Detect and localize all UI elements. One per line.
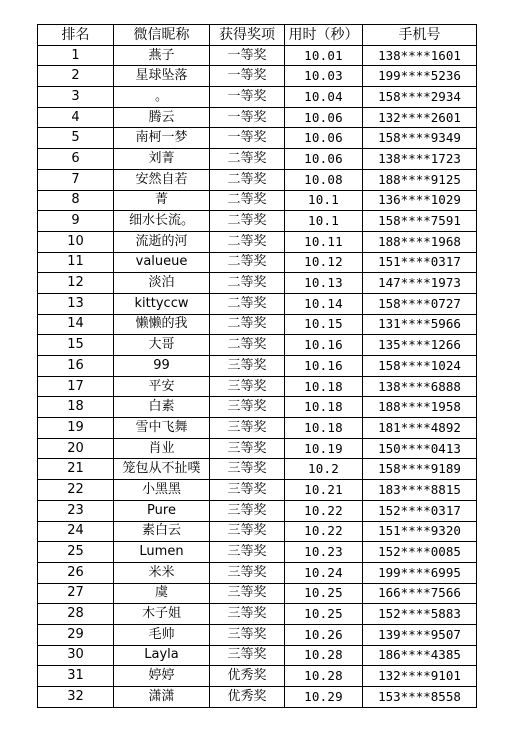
time-cell: 10.06 (285, 107, 363, 128)
time-cell: 10.06 (285, 149, 363, 170)
time-cell: 10.25 (285, 583, 363, 604)
award-cell: 优秀奖 (210, 666, 285, 687)
phone-cell: 199****5236 (363, 66, 477, 87)
rank-cell: 10 (38, 231, 114, 252)
award-cell: 三等奖 (210, 562, 285, 583)
phone-cell: 132****9101 (363, 666, 477, 687)
phone-cell: 135****1266 (363, 335, 477, 356)
rank-cell: 12 (38, 273, 114, 294)
phone-cell: 153****8558 (363, 687, 477, 708)
time-cell: 10.03 (285, 66, 363, 87)
table-row (38, 356, 477, 377)
table-row (38, 273, 477, 294)
nickname-cell: 肖业 (114, 438, 210, 459)
rank-cell: 9 (38, 211, 114, 232)
nickname-cell: valueue (114, 252, 210, 273)
rank-cell: 13 (38, 293, 114, 314)
table-row (38, 211, 477, 232)
rank-cell: 19 (38, 418, 114, 439)
table-row (38, 459, 477, 480)
phone-cell: 158****0727 (363, 293, 477, 314)
phone-cell: 152****0085 (363, 542, 477, 563)
time-cell: 10.21 (285, 480, 363, 501)
award-cell: 二等奖 (210, 149, 285, 170)
table-row (38, 542, 477, 563)
phone-cell: 147****1973 (363, 273, 477, 294)
rank-cell: 5 (38, 128, 114, 149)
award-cell: 二等奖 (210, 335, 285, 356)
award-cell: 三等奖 (210, 480, 285, 501)
phone-cell: 136****1029 (363, 190, 477, 211)
table-row (38, 66, 477, 87)
header-row (38, 25, 477, 46)
time-cell: 10.18 (285, 418, 363, 439)
award-cell: 二等奖 (210, 190, 285, 211)
phone-cell: 158****7591 (363, 211, 477, 232)
rank-cell: 8 (38, 190, 114, 211)
award-cell: 一等奖 (210, 107, 285, 128)
header-rank: 排名 (38, 25, 114, 46)
nickname-cell: 星球坠落 (114, 66, 210, 87)
award-cell: 二等奖 (210, 231, 285, 252)
nickname-cell: 大哥 (114, 335, 210, 356)
nickname-cell: 。 (114, 87, 210, 108)
rank-cell: 1 (38, 45, 114, 66)
rank-cell: 26 (38, 562, 114, 583)
rank-cell: 14 (38, 314, 114, 335)
award-cell: 二等奖 (210, 314, 285, 335)
time-cell: 10.26 (285, 624, 363, 645)
time-cell: 10.19 (285, 438, 363, 459)
rank-cell: 23 (38, 500, 114, 521)
table-row (38, 521, 477, 542)
nickname-cell: 流逝的河 (114, 231, 210, 252)
phone-cell: 181****4892 (363, 418, 477, 439)
award-cell: 一等奖 (210, 87, 285, 108)
nickname-cell: 细水长流。 (114, 211, 210, 232)
award-cell: 一等奖 (210, 45, 285, 66)
rank-cell: 4 (38, 107, 114, 128)
phone-cell: 151****9320 (363, 521, 477, 542)
table-row (38, 562, 477, 583)
phone-cell: 152****5883 (363, 604, 477, 625)
table-row (38, 604, 477, 625)
rank-cell: 18 (38, 397, 114, 418)
time-cell: 10.16 (285, 335, 363, 356)
rank-cell: 32 (38, 687, 114, 708)
award-cell: 优秀奖 (210, 687, 285, 708)
time-cell: 10.01 (285, 45, 363, 66)
time-cell: 10.06 (285, 128, 363, 149)
award-cell: 三等奖 (210, 376, 285, 397)
table-row (38, 190, 477, 211)
rank-cell: 17 (38, 376, 114, 397)
award-cell: 二等奖 (210, 293, 285, 314)
nickname-cell: 雪中飞舞 (114, 418, 210, 439)
table-row (38, 438, 477, 459)
rank-cell: 31 (38, 666, 114, 687)
rank-cell: 3 (38, 87, 114, 108)
time-cell: 10.12 (285, 252, 363, 273)
nickname-cell: Layla (114, 645, 210, 666)
table-row (38, 624, 477, 645)
award-cell: 三等奖 (210, 438, 285, 459)
nickname-cell: 毛帅 (114, 624, 210, 645)
rank-cell: 30 (38, 645, 114, 666)
phone-cell: 188****1958 (363, 397, 477, 418)
award-cell: 一等奖 (210, 128, 285, 149)
nickname-cell: 南柯一梦 (114, 128, 210, 149)
phone-cell: 158****9189 (363, 459, 477, 480)
phone-cell: 138****6888 (363, 376, 477, 397)
header-phone: 手机号 (363, 25, 477, 46)
award-cell: 三等奖 (210, 418, 285, 439)
table-row (38, 666, 477, 687)
award-cell: 三等奖 (210, 500, 285, 521)
award-cell: 一等奖 (210, 66, 285, 87)
time-cell: 10.25 (285, 604, 363, 625)
nickname-cell: 菁 (114, 190, 210, 211)
table-row (38, 335, 477, 356)
time-cell: 10.22 (285, 521, 363, 542)
nickname-cell: 婷婷 (114, 666, 210, 687)
rank-cell: 15 (38, 335, 114, 356)
nickname-cell: 笼包从不扯噗 (114, 459, 210, 480)
rank-cell: 24 (38, 521, 114, 542)
award-cell: 二等奖 (210, 211, 285, 232)
phone-cell: 199****6995 (363, 562, 477, 583)
phone-cell: 183****8815 (363, 480, 477, 501)
time-cell: 10.28 (285, 645, 363, 666)
rank-cell: 27 (38, 583, 114, 604)
rank-cell: 2 (38, 66, 114, 87)
nickname-cell: 平安 (114, 376, 210, 397)
rank-cell: 28 (38, 604, 114, 625)
phone-cell: 150****0413 (363, 438, 477, 459)
table-row (38, 169, 477, 190)
nickname-cell: 安然自若 (114, 169, 210, 190)
nickname-cell: 99 (114, 356, 210, 377)
header-award: 获得奖项 (210, 25, 285, 46)
nickname-cell: 懒懒的我 (114, 314, 210, 335)
nickname-cell: 小黑黑 (114, 480, 210, 501)
award-cell: 三等奖 (210, 397, 285, 418)
time-cell: 10.23 (285, 542, 363, 563)
rank-cell: 22 (38, 480, 114, 501)
nickname-cell: 米米 (114, 562, 210, 583)
time-cell: 10.29 (285, 687, 363, 708)
table-row (38, 107, 477, 128)
rank-cell: 25 (38, 542, 114, 563)
nickname-cell: 白素 (114, 397, 210, 418)
phone-cell: 158****1024 (363, 356, 477, 377)
phone-cell: 188****9125 (363, 169, 477, 190)
table-row (38, 87, 477, 108)
header-nickname: 微信昵称 (114, 25, 210, 46)
table-row (38, 293, 477, 314)
phone-cell: 152****0317 (363, 500, 477, 521)
phone-cell: 138****1601 (363, 45, 477, 66)
time-cell: 10.22 (285, 500, 363, 521)
time-cell: 10.04 (285, 87, 363, 108)
table-row (38, 645, 477, 666)
table-row (38, 500, 477, 521)
table-row (38, 418, 477, 439)
table-row (38, 583, 477, 604)
rank-cell: 6 (38, 149, 114, 170)
rank-cell: 20 (38, 438, 114, 459)
award-cell: 三等奖 (210, 583, 285, 604)
phone-cell: 186****4385 (363, 645, 477, 666)
time-cell: 10.16 (285, 356, 363, 377)
nickname-cell: Pure (114, 500, 210, 521)
rank-cell: 16 (38, 356, 114, 377)
nickname-cell: 木子姐 (114, 604, 210, 625)
rank-cell: 29 (38, 624, 114, 645)
award-cell: 三等奖 (210, 604, 285, 625)
nickname-cell: 燕子 (114, 45, 210, 66)
phone-cell: 138****1723 (363, 149, 477, 170)
table-row (38, 480, 477, 501)
table-row (38, 314, 477, 335)
time-cell: 10.1 (285, 211, 363, 232)
table-row (38, 149, 477, 170)
time-cell: 10.08 (285, 169, 363, 190)
phone-cell: 132****2601 (363, 107, 477, 128)
table-body (38, 45, 477, 707)
phone-cell: 131****5966 (363, 314, 477, 335)
phone-cell: 166****7566 (363, 583, 477, 604)
table-row (38, 687, 477, 708)
table-row (38, 231, 477, 252)
time-cell: 10.11 (285, 231, 363, 252)
award-cell: 二等奖 (210, 273, 285, 294)
award-cell: 三等奖 (210, 624, 285, 645)
table-row (38, 397, 477, 418)
nickname-cell: 素白云 (114, 521, 210, 542)
nickname-cell: 刘菁 (114, 149, 210, 170)
time-cell: 10.13 (285, 273, 363, 294)
award-cell: 三等奖 (210, 459, 285, 480)
phone-cell: 139****9507 (363, 624, 477, 645)
nickname-cell: 虞 (114, 583, 210, 604)
nickname-cell: kittyccw (114, 293, 210, 314)
nickname-cell: Lumen (114, 542, 210, 563)
table-row (38, 45, 477, 66)
table-row (38, 128, 477, 149)
time-cell: 10.14 (285, 293, 363, 314)
award-cell: 三等奖 (210, 356, 285, 377)
header-time: 用时（秒） (285, 25, 363, 46)
time-cell: 10.18 (285, 397, 363, 418)
award-cell: 三等奖 (210, 645, 285, 666)
award-cell: 二等奖 (210, 169, 285, 190)
ranking-table (37, 24, 477, 708)
phone-cell: 188****1968 (363, 231, 477, 252)
nickname-cell: 潇潇 (114, 687, 210, 708)
award-cell: 二等奖 (210, 252, 285, 273)
rank-cell: 21 (38, 459, 114, 480)
award-cell: 三等奖 (210, 521, 285, 542)
phone-cell: 151****0317 (363, 252, 477, 273)
table-row (38, 252, 477, 273)
phone-cell: 158****9349 (363, 128, 477, 149)
time-cell: 10.18 (285, 376, 363, 397)
award-cell: 三等奖 (210, 542, 285, 563)
nickname-cell: 腾云 (114, 107, 210, 128)
rank-cell: 11 (38, 252, 114, 273)
time-cell: 10.24 (285, 562, 363, 583)
time-cell: 10.2 (285, 459, 363, 480)
rank-cell: 7 (38, 169, 114, 190)
time-cell: 10.28 (285, 666, 363, 687)
time-cell: 10.1 (285, 190, 363, 211)
phone-cell: 158****2934 (363, 87, 477, 108)
nickname-cell: 淡泊 (114, 273, 210, 294)
time-cell: 10.15 (285, 314, 363, 335)
table-row (38, 376, 477, 397)
